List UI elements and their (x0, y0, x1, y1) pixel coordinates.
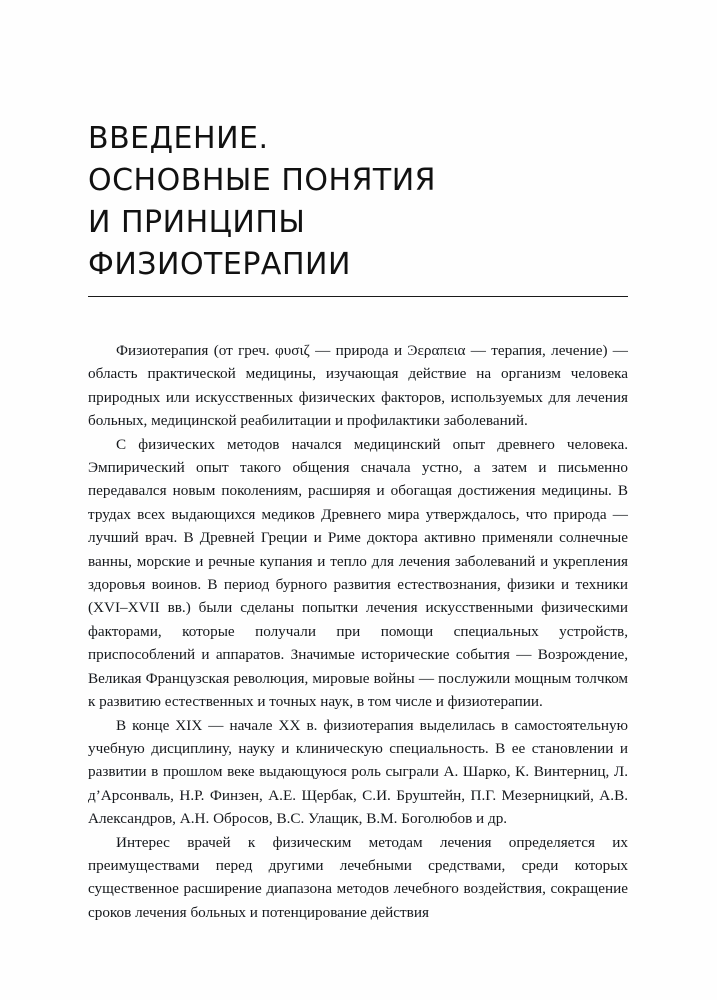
paragraph-2: С физических методов начался медицинский опыт древнего человека. Эмпирический опыт такого общения сначала устно, а затем и письменно передавался новым поколениям, расширяя и обогащая достижения медицины. В трудах всех выдающихся медиков Древнего мира утверждалось, что природа — лучший врач. В Древней Греции и Риме доктора активно применяли солнечные ванны, морские и речные купания и тепло для лечения заболеваний и укрепления здоровья воинов. В период бурного развития естествознания, физики и техники (XVI–XVII вв.) были сделаны попытки лечения искусственными физическими факторами, которые получали при помощи специальных устройств, приспособлений и аппаратов. Значимые исторические события — Возрождение, Великая Французская революция, мировые войны — послужили мощным толчком к развитию естественных и точных наук, в том числе и физиотерапии. (88, 435, 628, 711)
page-content (88, 118, 628, 924)
page-title (88, 118, 628, 286)
page-title-line-2: ОСНОВНЫЕ ПОНЯТИЯ (88, 163, 437, 198)
paragraph-3: В конце XIX — начале XX в. физиотерапия выделилась в самостоятельную учебную дисциплину, науку и клиническую специальность. В ее становлении и развитии в прошлом веке выдающуюся роль сыграли А. Шарко, К. Винтерниц, Л. д’Арсонваль, Н.Р. Финзен, А.Е. Щербак, С.И. Бруштейн, П.Г. Мезерницкий, А.В. Александров, А.Н. Обросов, В.С. Улащик, В.М. Боголюбов и др. (88, 716, 628, 828)
body-text (88, 339, 628, 924)
page-title-line-3: И ПРИНЦИПЫ (88, 205, 306, 240)
paragraph-4: Интерес врачей к физическим методам лечения определяется их преимуществами перед другими лечебными средствами, среди которых существенное расширение диапазона методов лечебного воздействия, сокращение сроков лечения больных и потенцирование действия (88, 833, 628, 921)
page-title-line-4: ФИЗИОТЕРАПИИ (88, 247, 351, 282)
paragraph-1: Физиотерапия (от греч. φυσιζ — природа и Ͽεραπεια — терапия, лечение) — область практической медицины, изучающая действие на организм человека природных или искусственных физических факторов, используемых для лечения больных, медицинской реабилитации и профилактики заболеваний. (88, 342, 628, 430)
page-title-line-1: ВВЕДЕНИЕ. (88, 121, 269, 156)
title-divider (88, 296, 628, 297)
